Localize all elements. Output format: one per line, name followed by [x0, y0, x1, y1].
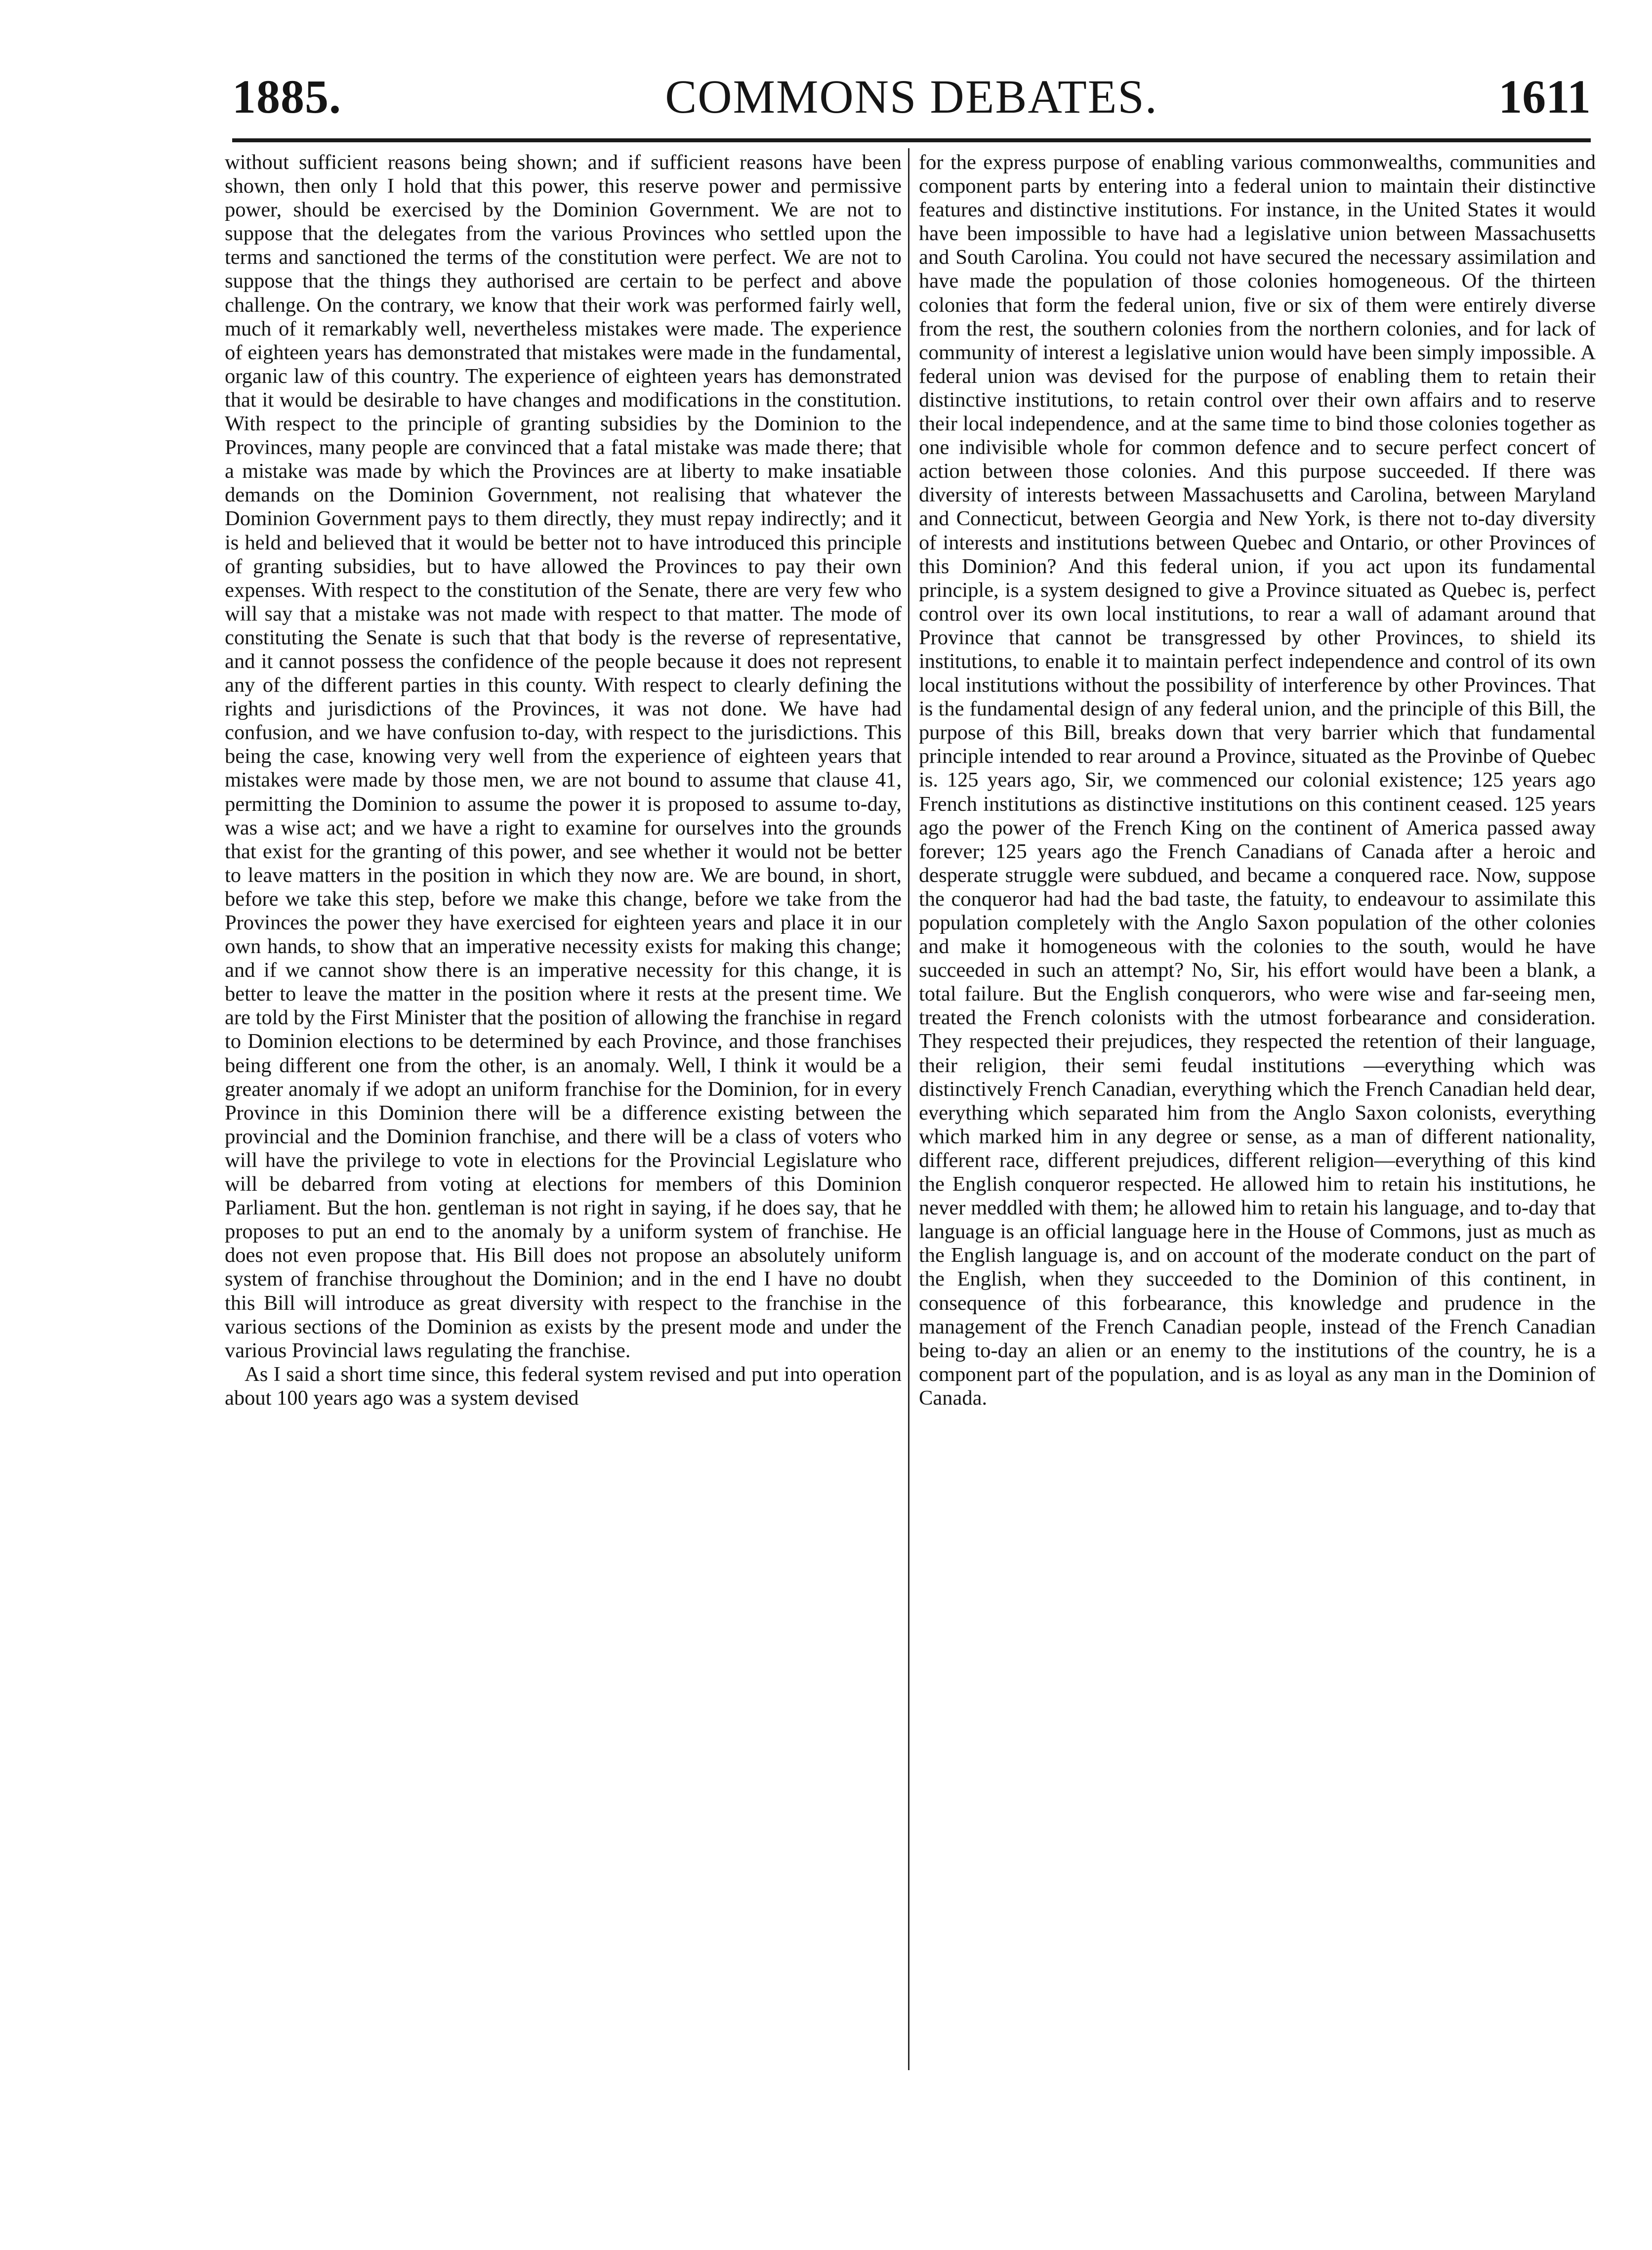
header-rule — [232, 138, 1591, 142]
header-title: COMMONS DEBATES. — [665, 70, 1158, 123]
right-column — [919, 151, 1596, 1410]
right-paragraph-1: for the express purpose of enabling various commonwealths, communities and component parts by entering into a federal union to maintain their distinctive features and distinctive institutions. For instance, in the United States it would have been impossible to have had a legislative union between Massachusetts and South Carolina. You could not have secured the necessary assimilation and have made the population of those colonies homogeneous. Of the thirteen colonies that form the federal union, five or six of them were entirely diverse from the rest, the southern colonies from the northern colonies, and for lack of community of interest a legislative union would have been simply impossible. A federal union was devised for the purpose of enabling them to retain their distinctive institutions, to retain control over their own affairs and to reserve their local independence, and at the same time to bind those colonies together as one indivisible whole for common defence and to secure perfect concert of action between those colonies. And this purpose succeeded. If there was diversity of interests between Massachusetts and Carolina, between Maryland and Connecticut, between Georgia and New York, is there not to-day diversity of interests and institutions between Quebec and Ontario, or other Provinces of this Dominion? And this federal union, if you act upon its fundamental principle, is a system designed to give a Province situated as Quebec is, perfect control over its own local institutions, to rear a wall of adamant around that Province that cannot be transgressed by other Provinces, to shield its institutions, to enable it to maintain perfect independence and control of its own local institutions without the possibility of interference by other Provinces. That is the fundamental design of any federal union, and the principle of this Bill, the purpose of this Bill, breaks down that very barrier which that fundamental principle intended to rear around a Province, situated as the Provinbe of Quebec is. 125 years ago, Sir, we commenced our colonial existence; 125 years ago French institutions as distinctive institutions on this continent ceased. 125 years ago the power of the French King on the continent of America passed away forever; 125 years ago the French Canadians of Canada after a heroic and desperate struggle were subdued, and became a conquered race. Now, suppose the conqueror had had the bad taste, the fatuity, to endeavour to assimilate this population completely with the Anglo Saxon population of the other colonies and make it homogeneous with the colonies to the south, would he have succeeded in such an attempt? No, Sir, his effort would have been a blank, a total failure. But the English conquerors, who were wise and far-seeing men, treated the French colonists with the utmost forbearance and consideration. They respected their prejudices, they respected the retention of their language, their religion, their semi feudal institutions —everything which was distinctively French Canadian, everything which the French Canadian held dear, everything which separated him from the Anglo Saxon colonists, everything which marked him in any degree or sense, as a man of different nationality, different race, different prejudices, different religion—everything of this kind the English conqueror respected. He allowed him to retain his institutions, he never meddled with them; he allowed him to retain his language, and to-day that language is an official language here in the House of Commons, just as much as the English language is, and on account of the moderate conduct on the part of the English, when they succeeded to the Dominion of this continent, in consequence of this forbearance, this knowledge and prudence in the management of the French Canadian people, instead of the French Canadian being to-day an alien or an enemy to the institutions of the country, he is a component part of the population, and is as loyal as any man in the Dominion of Canada. — [919, 151, 1596, 1410]
page-header — [232, 69, 1591, 128]
column-divider — [908, 148, 909, 2070]
left-column — [225, 151, 902, 1410]
left-paragraph-1: without sufficient reasons being shown; and if sufficient reasons have been shown, then only I hold that this power, this reserve power and permissive power, should be exercised by the Dominion Government. We are not to suppose that the delegates from the various Provinces who settled upon the terms and sanctioned the terms of the constitution were perfect. We are not to suppose that the things they authorised are certain to be perfect and above challenge. On the contrary, we know that their work was performed fairly well, much of it remarkably well, nevertheless mistakes were made. The experience of eighteen years has demonstrated that mistakes were made in the fundamental, organic law of this country. The experience of eighteen years has demonstrated that it would be desirable to have changes and modifications in the constitution. With respect to the principle of granting subsidies by the Dominion to the Provinces, many people are convinced that a fatal mistake was made there; that a mistake was made by which the Provinces are at liberty to make insatiable demands on the Dominion Government, not realising that whatever the Dominion Government pays to them directly, they must repay indirectly; and it is held and believed that it would be better not to have introduced this principle of granting subsidies, but to have allowed the Provinces to pay their own expenses. With respect to the constitution of the Senate, there are very few who will say that a mistake was not made with respect to that matter. The mode of constituting the Senate is such that that body is the reverse of representative, and it cannot possess the confidence of the people because it does not represent any of the different parties in this county. With respect to clearly defining the rights and jurisdictions of the Provinces, it was not done. We have had confusion, and we have confusion to-day, with respect to the jurisdictions. This being the case, knowing very well from the experience of eighteen years that mistakes were made by those men, we are not bound to assume that clause 41, permitting the Dominion to assume the power it is proposed to assume to-day, was a wise act; and we have a right to examine for ourselves into the grounds that exist for the granting of this power, and see whether it would not be better to leave matters in the position in which they now are. We are bound, in short, before we take this step, before we make this change, before we take from the Provinces the power they have exercised for eighteen years and place it in our own hands, to show that an imperative necessity exists for making this change; and if we cannot show there is an imperative necessity for this change, it is better to leave the matter in the position where it rests at the present time. We are told by the First Minister that the position of allowing the franchise in regard to Dominion elections to be determined by each Province, and those franchises being different one from the other, is an anomaly. Well, I think it would be a greater anomaly if we adopt an uniform franchise for the Dominion, for in every Province in this Dominion there will be a difference existing between the provincial and the Dominion franchise, and there will be a class of voters who will have the privilege to vote in elections for the Provincial Legislature who will be debarred from voting at elections for members of this Dominion Parliament. But the hon. gentleman is not right in saying, if he does say, that he proposes to put an end to the anomaly by a uniform system of franchise. He does not even propose that. His Bill does not propose an absolutely uniform system of franchise throughout the Dominion; and in the end I have no doubt this Bill will introduce as great diversity with respect to the franchise in the various sections of the Dominion as exists by the present mode and under the various Provincial laws regulating the franchise. — [225, 151, 902, 1362]
page-number: 1611 — [1498, 70, 1591, 123]
left-paragraph-2: As I said a short time since, this federal system revised and put into operation about 100 years ago was a system devised — [225, 1362, 902, 1410]
header-year: 1885. — [232, 70, 341, 123]
